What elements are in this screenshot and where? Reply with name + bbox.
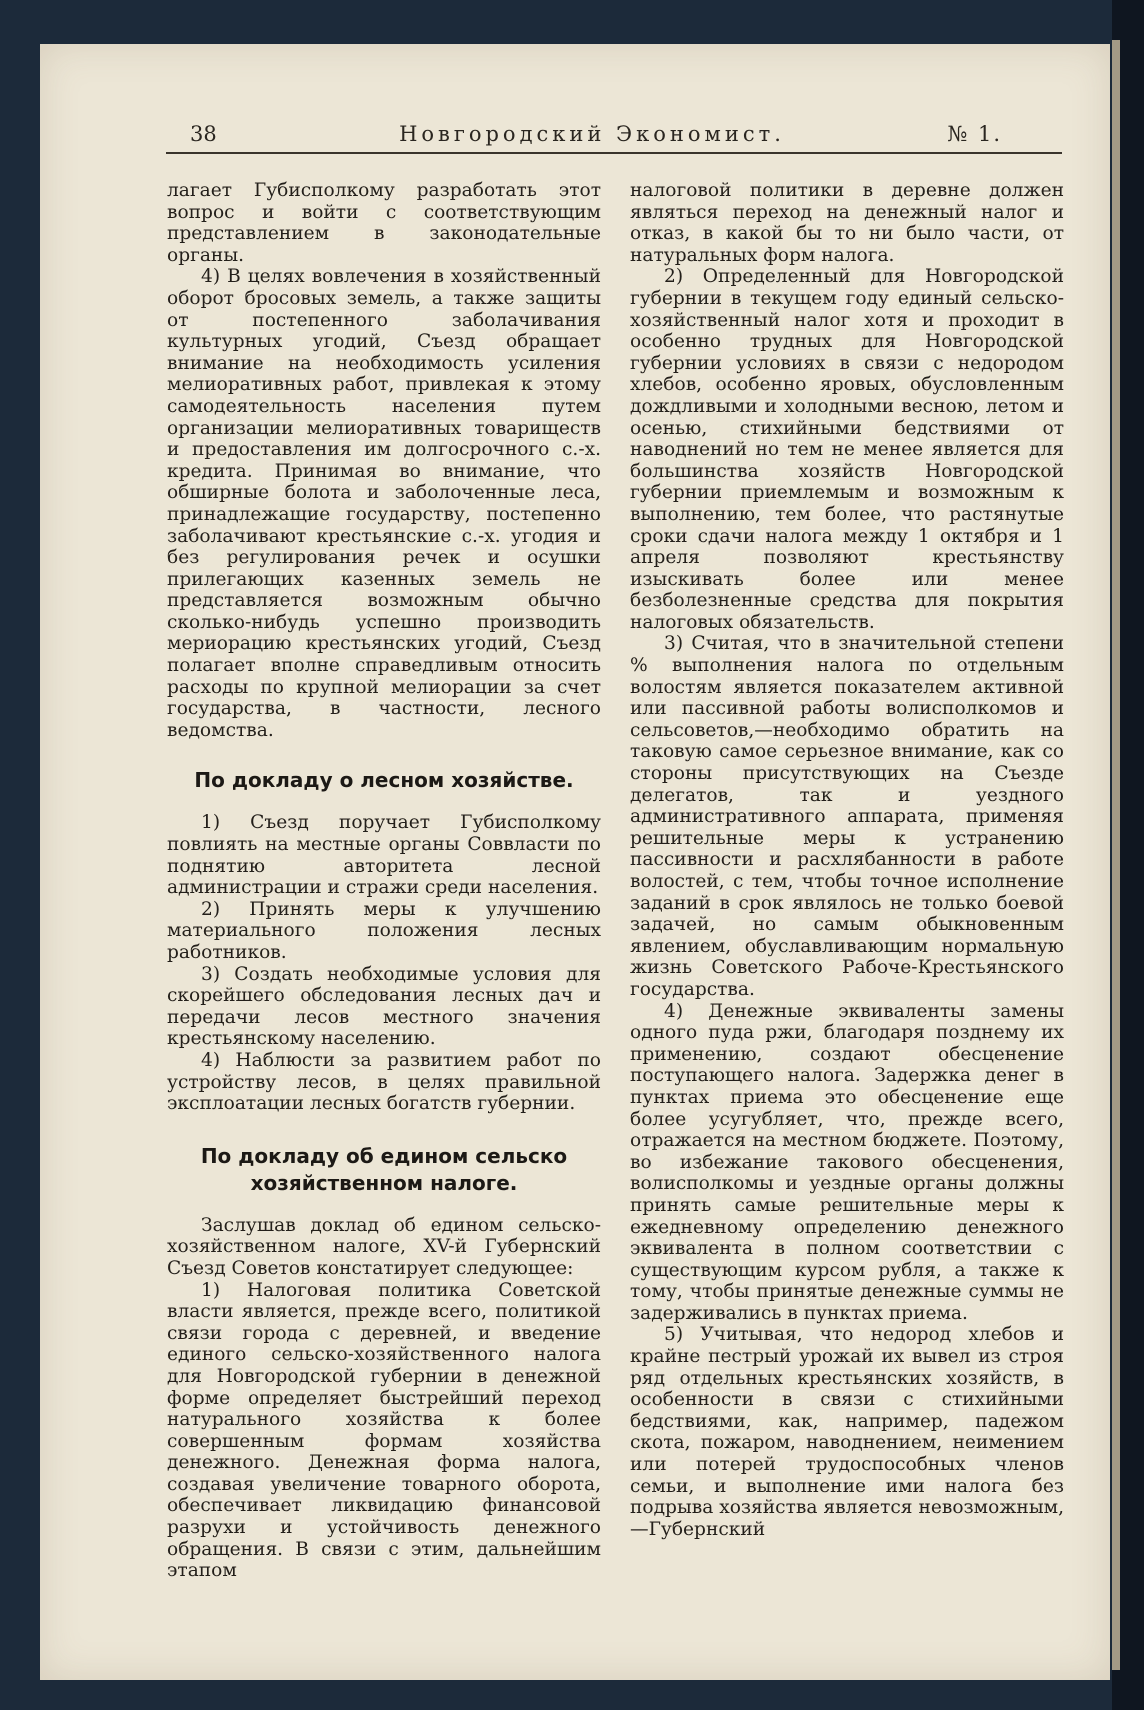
forestry-item-2: 2) Принять меры к улучшению материального положения лесных работников. bbox=[167, 898, 601, 963]
right-column bbox=[630, 180, 1064, 1540]
forestry-item-1: 1) Съезд поручает Губисполкому повлиять на местные органы Соввласти по поднятию авторитета лесной администрации и стражи среди населения. bbox=[167, 812, 601, 899]
paragraph-melioration: 4) В целях вовлечения в хозяйственный оборот бросовых земель, а также защиты от постепенного заболачивания культурных угодий, Съезд обращает внимание на необходимость усиления мелиоративных работ, привлекая к этому самодеятельность населения путем организации мелиоративных товариществ и предоставления им долгосрочного с.-х. кредита. Принимая во внимание, что обширные болота и заболоченные леса, принадлежащие государству, постепенно заболачивают крестьянские с.-х. угодия и без регулирования речек и осушки прилегающих казенных земель не представляется возможным обычно сколько-нибудь успешно производить мериорацию крестьянских угодий, Съезд полагает вполне справедливым относить расходы по крупной мелиорации за счет государства, в частности, лесного ведомства. bbox=[167, 266, 601, 741]
page-number: 38 bbox=[190, 122, 217, 146]
paragraph-continuation-right: налоговой политики в деревне должен являться переход на денежный налог и отказ, в какой бы то ни было части, от натуральных форм налога. bbox=[630, 180, 1064, 266]
section-heading-forestry: По докладу о лесном хозяйстве. bbox=[194, 768, 574, 793]
journal-title: Новгородский Экономист. bbox=[399, 122, 785, 146]
page-edge-shadow bbox=[1112, 0, 1144, 1710]
running-header bbox=[126, 80, 1058, 146]
tax-intro: Заслушав доклад об едином сельско-хозяйственном налоге, XV-й Губернский Съезд Советов констатирует следующее: bbox=[167, 1214, 601, 1279]
tax-item-5: 5) Учитывая, что недород хлебов и крайне пестрый урожай их вывел из строя ряд отдельных крестьянских хозяйств, в особенности в связи с стихийными бедствиями, как, например, падежом скота, пожаром, наводнением, неимением или потерей трудоспособных членов семьи, и выполнение ими налога без подрыва хозяйства является невозможным,—Губернский bbox=[630, 1324, 1064, 1540]
tax-item-4: 4) Денежные эквиваленты замены одного пуда ржи, благодаря позднему их применению, создают обесценение поступающего налога. Задержка денег в пунктах приема это обесценение еще более усугубляет, что, прежде всего, отражается на местном бюджете. Поэтому, во избежание такового обесценения, волисполкомы и уездные органы должны принять самые решительные меры к ежедневному определению денежного эквивалента в полном соответствии с существующим курсом рубля, а также к тому, чтобы принятые денежные суммы не задерживались в пунктах приема. bbox=[630, 1000, 1064, 1324]
left-column bbox=[167, 180, 601, 1582]
forestry-item-4: 4) Наблюсти за развитием работ по устройству лесов, в целях правильной эксплоатации лесных богатств губернии. bbox=[167, 1049, 601, 1115]
issue-number: № 1. bbox=[947, 122, 1002, 146]
section-heading-tax: По докладу об едином сельско хозяйственном налоге. bbox=[200, 1143, 568, 1195]
tax-item-2: 2) Определенный для Новгородской губернии в текущем году единый сельско-хозяйственный налог хотя и проходит в особенно трудных для Новгородской губернии условиях в связи с недородом хлебов, особенно яровых, обусловленным дождливыми и холодными весною, летом и осенью, стихийными бедствиями от наводнений но тем не менее является для большинства хозяйств Новгородской губернии приемлемым и возможным к выполнению, тем более, что растянутые сроки сдачи налога между 1 октября и 1 апреля позволяют крестьянству изыскивать более или менее безболезненные средства для покрытия налоговых обязательств. bbox=[630, 266, 1064, 633]
header-rule bbox=[166, 152, 1062, 154]
adjacent-page-sliver bbox=[1112, 40, 1120, 1670]
forestry-item-3: 3) Создать необходимые условия для скорейшего обследования лесных дач и передачи лесов местного значения крестьянскому населению. bbox=[167, 963, 601, 1050]
tax-item-1: 1) Налоговая политика Советской власти является, прежде всего, политикой связи города с деревней, и введение единого сельско-хозяйственного налога для Новгородской губернии в денежной форме определяет быстрейший переход натурального хозяйства к более совершенным формам хозяйства денежного. Денежная форма налога, создавая увеличение товарного оборота, обеспечивает ликвидацию финансовой разрухи и устойчивость денежного обращения. В связи с этим, дальнейшим этапом bbox=[167, 1279, 601, 1582]
paragraph-continuation: лагает Губисполкому разработать этот вопрос и войти с соответствующим представлением в законодательные органы. bbox=[167, 180, 601, 266]
tax-item-3: 3) Считая, что в значительной степени % выполнения налога по отдельным волостям является показателем активной или пассивной работы волисполкомов и сельсоветов,—необходимо обратить на таковую самое серьезное внимание, как со стороны присутствующих на Съезде делегатов, так и уездного административного аппарата, применяя решительные меры к устранению пассивности и расхлябанности в работе волостей, с тем, чтобы точное исполнение заданий в срок являлось не только боевой задачей, но самым обыкновенным явлением, обуславливающим нормальную жизнь Советского Рабоче-Крестьянского государства. bbox=[630, 633, 1064, 1000]
